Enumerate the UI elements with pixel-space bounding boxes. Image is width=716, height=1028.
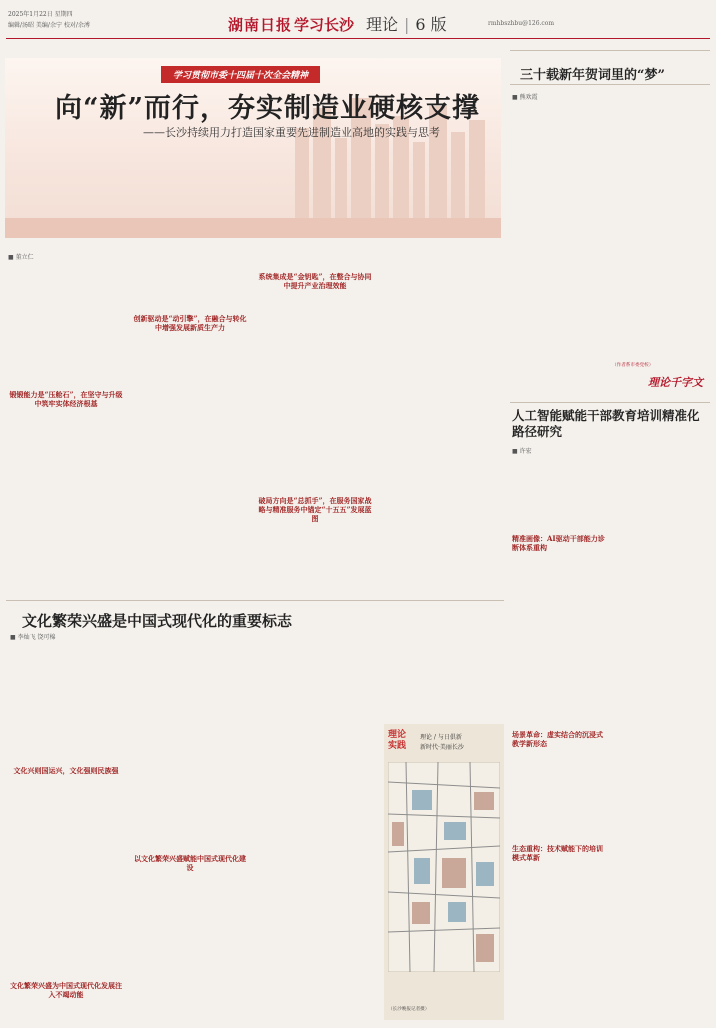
lead-subtitle: ——长沙持续用力打造国家重要先进制造业高地的实践与思考 [143, 126, 440, 139]
culture-heading-3: 文化繁荣兴盛为中国式现代化发展注入不竭动能 [10, 981, 122, 999]
lead-column-3 [256, 248, 374, 594]
culture-top-rule [6, 600, 504, 601]
logo-text: 湖南日报 [228, 16, 293, 34]
culture-heading-1: 文化兴则国运兴，文化强则民族强 [13, 766, 119, 775]
ai-title: 人工智能赋能干部教育培训精准化路径研究 [512, 408, 700, 439]
culture-byline: ■ 李灿飞 饶可棉 [10, 634, 56, 641]
logo-suffix: 学习长沙 [294, 16, 355, 34]
ai-heading-2: 场景革命：虚实结合的沉浸式教学新形态 [512, 730, 603, 748]
side-title: 三十载新年贺词里的“梦” [520, 68, 665, 83]
side-author-note: （作者系市委党校） [612, 363, 654, 368]
culture-heading-2: 以文化繁荣兴盛赋能中国式现代化建设 [134, 854, 246, 872]
date-line: 2025年1月22日 星期四 [8, 11, 73, 18]
contact-line: 编辑/汤昭 美编/余宁 校对/余溥 [8, 22, 90, 29]
side-body-right [612, 90, 710, 382]
masthead-logo [228, 14, 354, 35]
ai-heading-3: 生态重构：技术赋能下的培训模式革新 [512, 844, 603, 862]
culture-column-2 [131, 632, 249, 1018]
lead-banner: 学习贯彻市委十四届十次全会精神 [161, 66, 320, 83]
ai-column-2 [612, 446, 710, 1016]
city-skyline-image [5, 58, 501, 238]
lead-heading-4: 破局方向是“总抓手”，在服务国家战略与精准服务中锚定“十五五”发展蓝图 [258, 496, 372, 523]
photo-caption-title: 理论 / 与日俱新 [420, 734, 462, 741]
ai-byline: ■ 许宏 [512, 448, 532, 455]
lead-hero [5, 58, 501, 238]
lead-heading-3: 系统集成是“金钥匙”，在整合与协同中提升产业治理效能 [258, 272, 372, 290]
theory-essay-label: 理论千字文 [648, 376, 703, 389]
side-top-rule [510, 50, 710, 51]
lead-heading-2: 创新驱动是“动引擎”，在融合与转化中增强发展新质生产力 [133, 314, 247, 332]
side-body-left [512, 102, 608, 382]
masthead [0, 0, 716, 38]
culture-column-1 [8, 642, 124, 1018]
city-map-image [388, 762, 500, 972]
photo-tag: 理论实践 [388, 730, 407, 751]
culture-column-3 [256, 632, 374, 1018]
lead-title: 向“新”而行，夯实制造业硬核支撑 [55, 93, 481, 124]
masthead-rule [6, 38, 710, 39]
lead-heading-1: 锻锻能力是“压舱石”，在坚守与升级中筑牢实体经济根基 [9, 390, 123, 408]
lead-column-2 [131, 248, 249, 594]
email: rmhbszhbu@126.com [488, 20, 555, 27]
ai-column-1 [512, 456, 606, 1016]
side-byline: ■ 熊欢霞 [512, 94, 538, 101]
lead-column-4 [381, 248, 499, 594]
ai-heading-1: 精准画像：AI驱动干部能力诊断体系重构 [512, 534, 605, 552]
side-title-rule [510, 84, 710, 85]
photo-caption-sub: 新时代·美丽长沙 [420, 744, 464, 751]
lead-byline: ■ 董立仁 [8, 254, 34, 261]
ai-top-rule [510, 402, 710, 403]
section-label: 理论 | 6 版 [366, 15, 447, 34]
photo-credit: （长沙晚报记者摄） [388, 1007, 430, 1012]
culture-title: 文化繁荣兴盛是中国式现代化的重要标志 [22, 612, 293, 630]
photo-block [384, 724, 504, 1020]
lead-column-1 [8, 262, 124, 594]
theory-essay-badge [648, 374, 703, 390]
